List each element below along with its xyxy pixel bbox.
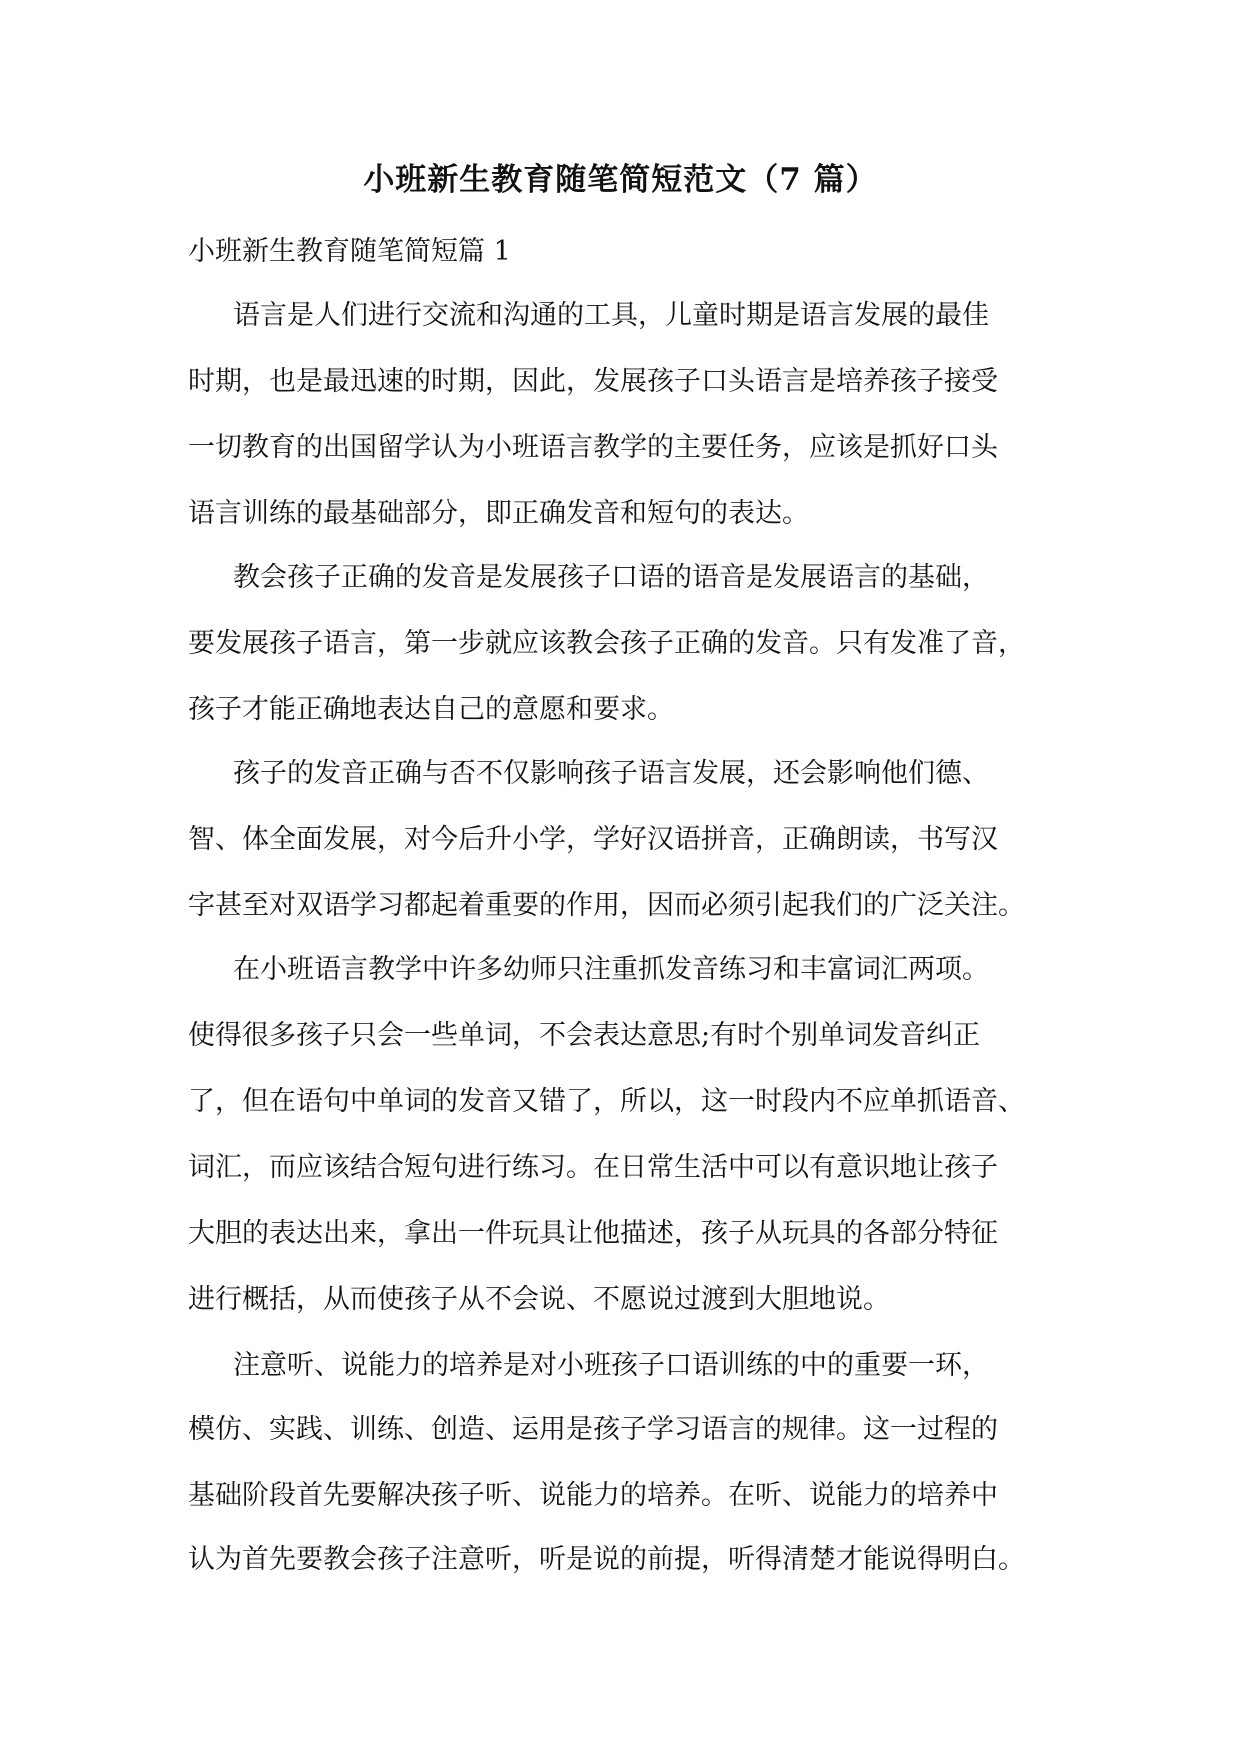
paragraph-line: 孩子的发音正确与否不仅影响孩子语言发展，还会影响他们德、	[233, 758, 989, 789]
document-title: 小班新生教育随笔简短范文（7 篇）	[363, 162, 878, 198]
paragraph-line: 孩子才能正确地表达自己的意愿和要求。	[188, 694, 674, 725]
paragraph-line: 注意听、说能力的培养是对小班孩子口语训练的中的重要一环，	[233, 1350, 989, 1381]
paragraph-line: 了，但在语句中单词的发音又错了，所以，这一时段内不应单抓语音、	[188, 1086, 1025, 1117]
paragraph-line: 语言是人们进行交流和沟通的工具，儿童时期是语言发展的最佳	[233, 300, 989, 331]
paragraph-line: 一切教育的出国留学认为小班语言教学的主要任务，应该是抓好口头	[188, 432, 998, 463]
paragraph-line: 字甚至对双语学习都起着重要的作用，因而必须引起我们的广泛关注。	[188, 890, 1025, 921]
paragraph-line: 词汇，而应该结合短句进行练习。在日常生活中可以有意识地让孩子	[188, 1152, 998, 1183]
section-heading: 小班新生教育随笔简短篇 1	[188, 236, 511, 267]
paragraph-line: 智、体全面发展，对今后升小学，学好汉语拼音，正确朗读，书写汉	[188, 824, 998, 855]
paragraph-line: 教会孩子正确的发音是发展孩子口语的语音是发展语言的基础，	[233, 562, 989, 593]
paragraph-line: 大胆的表达出来，拿出一件玩具让他描述，孩子从玩具的各部分特征	[188, 1218, 998, 1249]
paragraph-line: 要发展孩子语言，第一步就应该教会孩子正确的发音。只有发准了音，	[188, 628, 1025, 659]
paragraph-line: 在小班语言教学中许多幼师只注重抓发音练习和丰富词汇两项。	[233, 954, 989, 985]
paragraph-line: 模仿、实践、训练、创造、运用是孩子学习语言的规律。这一过程的	[188, 1414, 998, 1445]
paragraph-line: 认为首先要教会孩子注意听，听是说的前提，听得清楚才能说得明白。	[188, 1544, 1025, 1575]
paragraph-line: 语言训练的最基础部分，即正确发音和短句的表达。	[188, 498, 809, 529]
paragraph-line: 时期，也是最迅速的时期，因此，发展孩子口头语言是培养孩子接受	[188, 366, 998, 397]
paragraph-line: 使得很多孩子只会一些单词，不会表达意思;有时个别单词发音纠正	[188, 1020, 981, 1051]
paragraph-line: 进行概括，从而使孩子从不会说、不愿说过渡到大胆地说。	[188, 1284, 890, 1315]
paragraph-line: 基础阶段首先要解决孩子听、说能力的培养。在听、说能力的培养中	[188, 1480, 998, 1511]
